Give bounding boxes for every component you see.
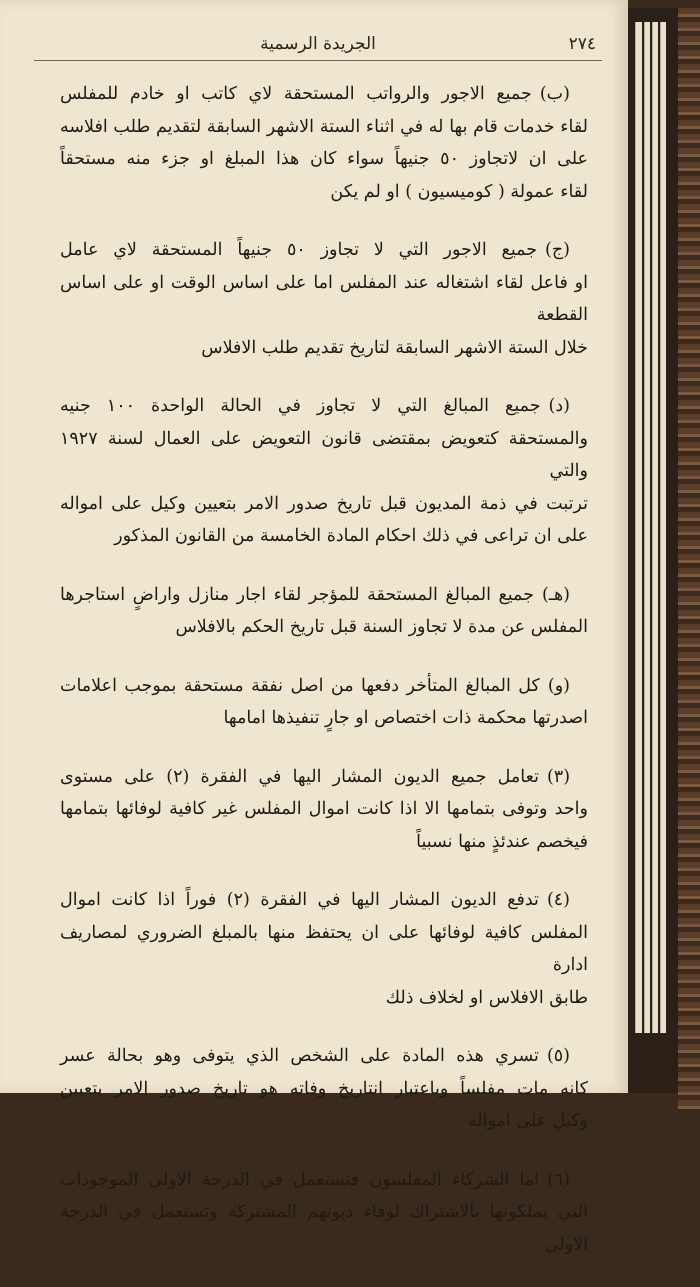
clause-paragraph [60, 579, 588, 644]
page-header [34, 30, 602, 61]
document-body [60, 78, 588, 1287]
book-binding [678, 8, 700, 1109]
page-edge [660, 22, 666, 1033]
clause-marker: (د) [548, 396, 570, 416]
clause-paragraph [60, 761, 588, 859]
clause-paragraph [60, 234, 588, 364]
line-text: لقاء خدمات قام بها له في اثناء الستة الاشهر السابقة لتقديم طلب افلاسه [60, 116, 588, 137]
text-line [60, 670, 588, 703]
clause-marker: (و) [547, 675, 570, 696]
text-line [60, 488, 588, 521]
text-line [60, 1040, 588, 1073]
text-line [60, 143, 588, 176]
text-line [60, 332, 588, 365]
text-line [60, 176, 588, 209]
text-line [60, 826, 588, 859]
page-stack [620, 8, 700, 1093]
text-line [60, 1073, 588, 1106]
text-line [60, 234, 588, 267]
clause-paragraph [60, 670, 588, 735]
clause-marker: (هـ) [541, 584, 570, 605]
line-text: وكيل على امواله [467, 1111, 588, 1131]
line-text: المفلس كافية لوفائها على ان يحتفظ منها بالمبلغ الضروري لمصاريف ادارة [60, 922, 588, 975]
line-text: جميع المبالغ المستحقة للمؤجر لقاء اجار منازل واراضٍ استاجرها [60, 584, 534, 605]
clause-paragraph [60, 78, 588, 208]
line-text: تسري هذه المادة على الشخص الذي يتوفى وهو بحالة عسر [60, 1046, 539, 1066]
text-line [60, 579, 588, 612]
line-text: جميع الاجور التي لا تجاوز ٥٠ جنيهاً المستحقة لاي عامل [60, 240, 538, 260]
text-line [60, 1105, 588, 1138]
line-text: واحد وتوفى بتمامها الا اذا كانت اموال المفلس غير كافية لوفائها بتمامها [60, 799, 588, 819]
text-line [60, 1196, 588, 1261]
line-text: والمستحقة كتعويض بمقتضى قانون التعويض على العمال لسنة ١٩٢٧ والتي [60, 428, 588, 481]
clause-marker: (٦) [546, 1169, 570, 1190]
line-text: كانه مات مفلساً وباعتبار انتاريخ وفاته هو تاريخ صدور الامر بتعيين [60, 1078, 588, 1099]
text-line [60, 111, 588, 144]
text-line [60, 78, 588, 111]
text-line [60, 884, 588, 917]
line-text: على ان تراعى في ذلك احكام المادة الخامسة من القانون المذكور [114, 526, 588, 546]
text-line [60, 423, 588, 488]
line-text: التي يملكونها بالاشتراك لوفاء ديونهم المشتركة وتستعمل في الدرجة الاولى [60, 1202, 588, 1255]
text-line [60, 390, 588, 423]
line-text: طابق الافلاس او لخلاف ذلك [385, 987, 588, 1008]
text-line [60, 1164, 588, 1197]
clause-marker: (٤) [546, 890, 570, 910]
line-text: اما الشركاء المفلسون فتستعمل في الدرجة الاولى الموجودات [60, 1169, 539, 1190]
page-edge [644, 22, 650, 1033]
clause-paragraph [60, 1040, 588, 1138]
text-line [60, 793, 588, 826]
text-line [60, 267, 588, 332]
clause-marker: (ج) [545, 240, 570, 260]
line-text: المفلس عن مدة لا تجاوز السنة قبل تاريخ الحكم بالافلاس [175, 617, 588, 637]
line-text: اصدرتها محكمة ذات اختصاص او جارٍ تنفيذها امامها [223, 708, 588, 728]
clause-marker: (ب) [539, 84, 570, 104]
page-number: ٢٧٤ [568, 34, 596, 54]
gazette-title: الجريدة الرسمية [260, 34, 376, 54]
clause-paragraph [60, 390, 588, 553]
page-edge [635, 22, 642, 1033]
text-line [60, 702, 588, 735]
text-line [60, 761, 588, 794]
line-text: جميع المبالغ التي لا تجاوز في الحالة الواحدة ١٠٠ جنيه [60, 396, 541, 416]
line-text: تدفع الديون المشار اليها في الفقرة (٢) فوراً اذا كانت اموال [60, 890, 539, 910]
text-line [60, 611, 588, 644]
line-text: تعامل جميع الديون المشار اليها في الفقرة (٢) على مستوى [60, 766, 539, 787]
clause-marker: (٥) [546, 1046, 570, 1066]
clause-marker: (٣) [546, 766, 571, 787]
line-text: على ان لاتجاوز ٥٠ جنيهاً سواء كان هذا المبلغ او جزء منه مستحقاً [60, 149, 588, 169]
text-line [60, 917, 588, 982]
line-text: فيخصم عندئذٍ منها نسبياً [416, 831, 588, 852]
line-text: كل المبالغ المتأخر دفعها من اصل نفقة مستحقة بموجب اعلامات [60, 675, 540, 696]
clause-paragraph [60, 884, 588, 1014]
line-text: او فاعل لقاء اشتغاله عند المفلس اما على اساس الوقت او على اساس القطعة [60, 272, 588, 325]
text-line [60, 982, 588, 1015]
page-edge [652, 22, 658, 1033]
line-text: جميع الاجور والرواتب المستحقة لاي كاتب او خادم للمفلس [60, 84, 532, 104]
line-text: خلال الستة الاشهر السابقة لتاريخ تقديم طلب الافلاس [201, 337, 588, 358]
clause-paragraph [60, 1164, 588, 1262]
line-text: ترتبت في ذمة المديون قبل تاريخ صدور الامر بتعيين وكيل على امواله [60, 493, 588, 514]
line-text: لقاء عمولة ( كوميسيون ) او لم يكن [330, 181, 588, 202]
text-line [60, 520, 588, 553]
